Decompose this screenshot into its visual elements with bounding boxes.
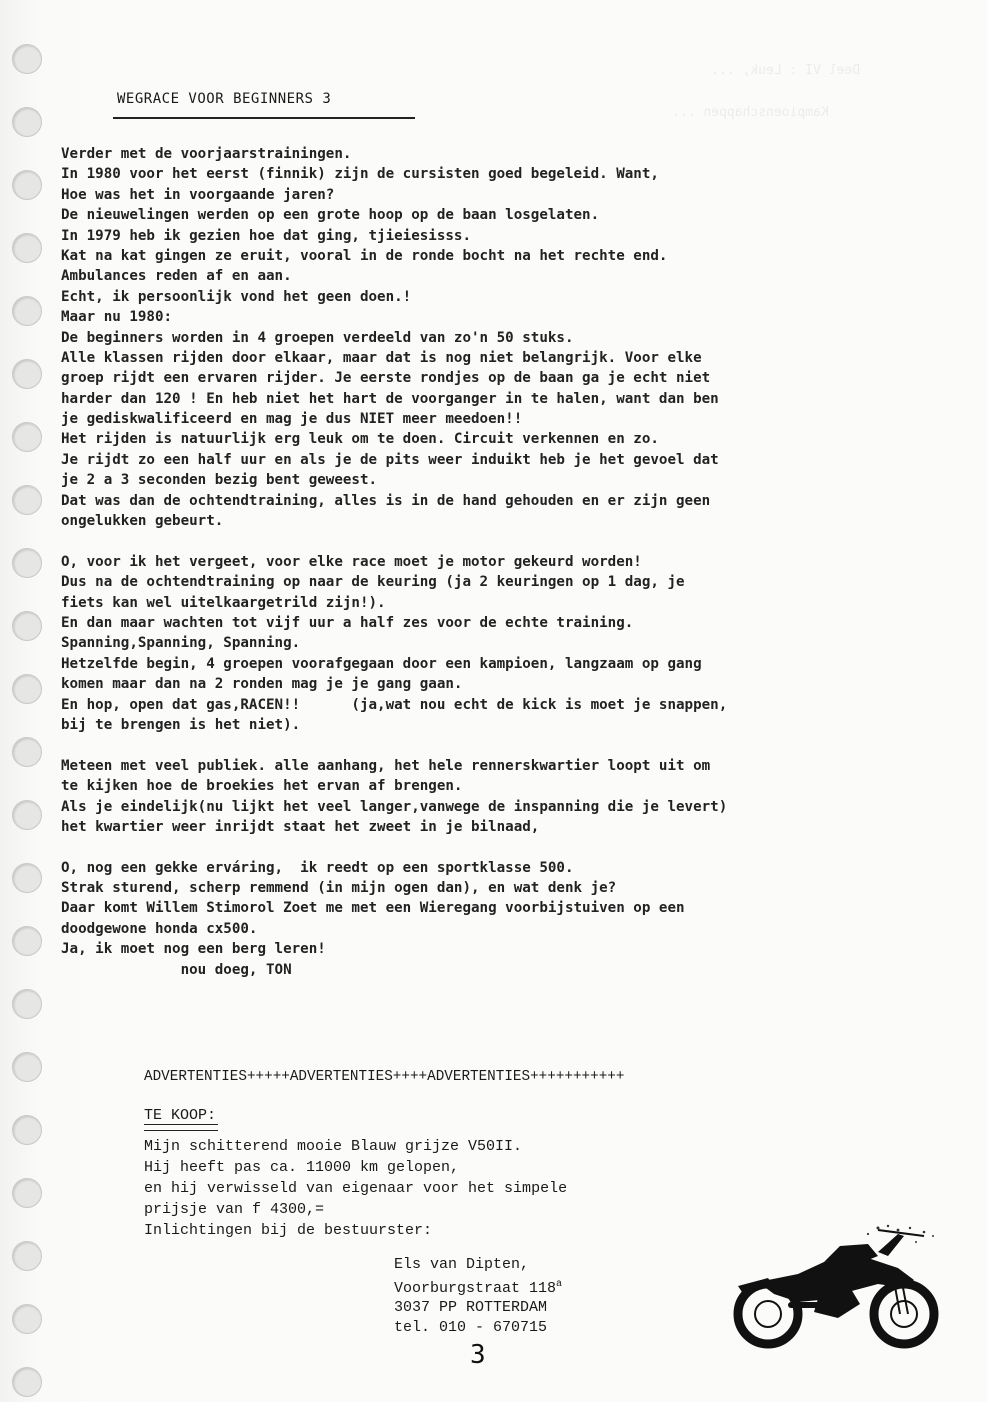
article-line: En dan maar wachten tot vijf uur a half zes voor de echte training.	[61, 614, 634, 631]
binder-hole-icon	[12, 233, 42, 263]
article-line: fiets kan wel uitelkaargetrild zijn!).	[61, 594, 386, 611]
article-line: Ambulances reden af en aan.	[61, 268, 292, 285]
binder-hole-icon	[12, 107, 42, 137]
article-line: nou doeg, TON	[61, 961, 292, 978]
contact-phone: tel. 010 - 670715	[394, 1318, 548, 1336]
motorcycle-illustration	[728, 1222, 940, 1352]
article-line: In 1979 heb ik gezien hoe dat ging, tjieiesisss.	[61, 227, 471, 244]
binder-hole-icon	[12, 1367, 42, 1397]
article-line: O, voor ik het vergeet, voor elke race moet je motor gekeurd worden!	[61, 553, 642, 570]
article-line: De beginners worden in 4 groepen verdeeld van zo'n 50 stuks.	[61, 329, 574, 346]
article-line: Maar nu 1980:	[61, 309, 173, 326]
article-line: je 2 a 3 seconden bezig bent geweest.	[61, 472, 378, 489]
article-line: je gediskwalificeerd en mag je dus NIET meer meedoen!!	[61, 411, 523, 428]
article-line: Hetzelfde begin, 4 groepen voorafgegaan door een kampioen, langzaam op gang	[61, 655, 702, 672]
article-line: O, nog een gekke erváring, ik reedt op een sportklasse 500.	[61, 859, 574, 876]
article-line: komen maar dan na 2 ronden mag je je gang gaan.	[61, 676, 463, 693]
binder-hole-icon	[12, 863, 42, 893]
binder-hole-icon	[12, 44, 42, 74]
binder-hole-icon	[12, 296, 42, 326]
for-sale-heading: TE KOOP:	[144, 1107, 217, 1124]
binder-hole-icon	[12, 1241, 42, 1271]
article-line: Strak sturend, scherp remmend (in mijn ogen dan), en wat denk je?	[61, 880, 617, 897]
paragraph-gap	[61, 837, 941, 857]
binder-hole-icon	[12, 1178, 42, 1208]
binder-holes	[12, 0, 42, 1402]
binder-hole-icon	[12, 989, 42, 1019]
binder-hole-icon	[12, 485, 42, 515]
article-line: te kijken hoe de broekies het ervan af brengen.	[61, 778, 463, 795]
contact-city: 3037 PP ROTTERDAM	[394, 1299, 548, 1316]
article-line: Dus na de ochtendtraining op naar de keuring (ja 2 keuringen op 1 dag, je	[61, 574, 685, 591]
article-line: Meteen met veel publiek. alle aanhang, het hele rennerskwartier loopt uit om	[61, 757, 711, 774]
page-title: WEGRACE VOOR BEGINNERS 3	[117, 91, 332, 107]
article-line: De nieuwelingen werden op een grote hoop op de baan losgelaten.	[61, 207, 600, 224]
article-body	[61, 144, 941, 980]
binder-hole-icon	[12, 611, 42, 641]
advertisement-line: Inlichtingen bij de bestuurster:	[144, 1222, 433, 1239]
article-line: Spanning,Spanning, Spanning.	[61, 635, 301, 652]
show-through-text: Deel VI : Leuk, ... Kampioenschappen ...	[672, 63, 860, 120]
binder-hole-icon	[12, 674, 42, 704]
binder-hole-icon	[12, 737, 42, 767]
binder-hole-icon	[12, 800, 42, 830]
article-line: Hoe was het in voorgaande jaren?	[61, 186, 335, 203]
article-line: ongelukken gebeurt.	[61, 513, 224, 530]
article-line: groep rijdt een ervaren rijder. Je eerste rondjes op de baan ga je echt niet	[61, 370, 711, 387]
binder-hole-icon	[12, 1052, 42, 1082]
advertisement-line: prijsje van f 4300,=	[144, 1201, 325, 1218]
article-line: Alle klassen rijden door elkaar, maar dat is nog niet belangrijk. Voor elke	[61, 349, 702, 366]
advertisements-heading: ADVERTENTIES+++++ADVERTENTIES++++ADVERTENTIES+++++++++++	[144, 1069, 625, 1085]
article-line: Verder met de voorjaarstrainingen.	[61, 146, 352, 162]
article-line: doodgewone honda cx500.	[61, 920, 258, 937]
binder-hole-icon	[12, 1115, 42, 1145]
article-line: Daar komt Willem Stimorol Zoet me met een Wieregang voorbijstuiven op een	[61, 900, 685, 917]
advertisement-line: Mijn schitterend mooie Blauw grijze V50II.	[144, 1138, 523, 1155]
for-sale-underline	[144, 1124, 218, 1131]
binder-hole-icon	[12, 926, 42, 956]
binder-hole-icon	[12, 170, 42, 200]
page-number: 3	[470, 1340, 486, 1370]
advertisement-line: Hij heeft pas ca. 11000 km gelopen,	[144, 1159, 460, 1176]
article-line: Dat was dan de ochtendtraining, alles is in de hand gehouden en er zijn geen	[61, 492, 711, 509]
article-line: het kwartier weer inrijdt staat het zweet in je bilnaad,	[61, 818, 540, 835]
advertisement-text	[144, 1136, 567, 1241]
street-suffix: a	[556, 1278, 563, 1290]
article-line: harder dan 120 ! En heb niet het hart de voorganger in te halen, want dan ben	[61, 390, 719, 407]
binder-hole-icon	[12, 1304, 42, 1334]
article-line: En hop, open dat gas,RACEN!! (ja,wat nou echt de kick is moet je snappen,	[61, 696, 728, 713]
binder-hole-icon	[12, 422, 42, 452]
article-line: Echt, ik persoonlijk vond het geen doen.!	[61, 288, 412, 305]
advertisement-line: en hij verwisseld van eigenaar voor het simpele	[144, 1180, 568, 1197]
street-name: Voorburgstraat 118	[394, 1279, 557, 1297]
contact-street	[394, 1275, 562, 1299]
article-line: bij te brengen is het niet).	[61, 716, 301, 733]
paragraph-gap	[61, 735, 941, 755]
article-line: Ja, ik moet nog een berg leren!	[61, 941, 326, 958]
article-line: In 1980 voor het eerst (finnik) zijn de cursisten goed begeleid. Want,	[61, 166, 659, 183]
article-line: Kat na kat gingen ze eruit, vooral in de ronde bocht na het rechte end.	[61, 247, 668, 264]
contact-name: Els van Dipten,	[394, 1256, 530, 1273]
binder-hole-icon	[12, 548, 42, 578]
title-underline	[113, 117, 415, 119]
binder-hole-icon	[12, 359, 42, 389]
paragraph-gap	[61, 531, 941, 551]
article-line: Je rijdt zo een half uur en als je de pits weer induikt heb je het gevoel dat	[61, 451, 719, 468]
article-line: Het rijden is natuurlijk erg leuk om te doen. Circuit verkennen en zo.	[61, 431, 659, 448]
contact-address	[394, 1255, 562, 1337]
article-line: Als je eindelijk(nu lijkt het veel langer,vanwege de inspanning die je levert)	[61, 798, 728, 815]
